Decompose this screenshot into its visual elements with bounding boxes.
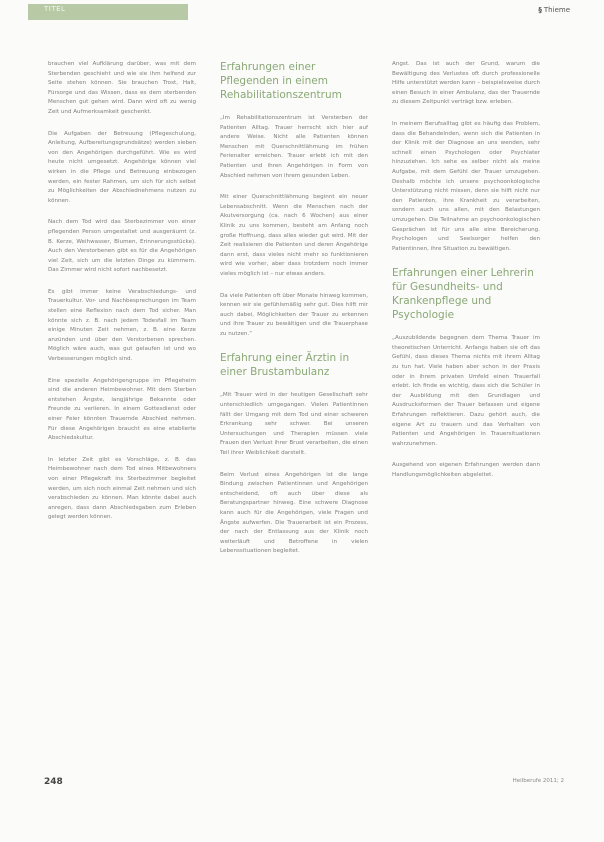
body-paragraph: Eine spezielle Angehörigengruppe im Pflegeheim sind die anderen Heimbewohner. Mit dem Sterben entstehen Ängste, langjährige Bekannte oder Freunde zu verlieren. In einem Gottesdienst oder einer Feier könnten Trauernde Abschied nehmen. Für diese Angehörigen braucht es eine etablierte Abschiedskultur.: [48, 377, 196, 442]
body-paragraph: Mit einer Querschnittlähmung beginnt ein neuer Lebensabschnitt. Wenn die Menschen nach der Akutversorgung (ca. nach 6 Wochen) aus einer Klinik zu uns kommen, besteht am Anfang noch große Hoffnung, dass alles wieder gut wird. Mit der Zeit realisieren die Patienten und deren Angehörige dann erst, dass vieles nicht mehr so funktionieren wird wie vorher, aber dass trotzdem noch immer vieles möglich ist – nur etwas anders.: [220, 194, 368, 277]
body-paragraph: In letzter Zeit gibt es Vorschläge, z. B. das Heimbewohner nach dem Tod eines Mitbewohners von einer Pflegekraft ins Sterbezimmer begleitet werden, um sich noch einmal Zeit nehmen und sich verabschieden zu können. Man könnte dabei auch anregen, dass dann Abschiedsgaben zum Erleben gelegt werden können.: [48, 456, 196, 521]
body-paragraph: brauchen viel Aufklärung darüber, was mit dem Sterbenden geschieht und wie sie ihm helfend zur Seite stehen können. Sie brauchen Trost, Halt, Fürsorge und das Wissen, dass es dem sterbenden Menschen gut gehen wird. Dann wird oft zu wenig Zeit und Aufmerksamkeit geschenkt.: [48, 61, 196, 115]
body-paragraph: Beim Verlust eines Angehörigen ist die lange Bindung zwischen Patientinnen und Angehörigen entscheidend, oft auch über diese als Beratungspartner hinweg. Eine schwere Diagnose kann auch für die Angehörigen, viele Fragen und Ängste aufwerfen. Die Trauerarbeit ist ein Prozess, der nach der Entlassung aus der Klinik noch weiterläuft und Betroffene in vielen Lebenssituationen begleitet.: [220, 471, 368, 555]
body-paragraph: In meinem Berufsalltag gibt es häufig das Problem, dass die Behandelnden, wenn sich die Patienten in der Klinik mit der Diagnose an uns wenden, sehr schnell einen Psychologen oder Psychiater hinzuziehen. Ich sehe es selber nicht als meine Aufgabe, mit dem Gefühl der Trauer umzugehen. Deshalb möchte ich unsere psychoonkologische Unterstützung nicht missen, denn sie hilft nicht nur den Patienten, ihre Krankheit zu verarbeiten, sondern auch uns allen, mit den Belastungen umzugehen. Die Teilnahme an psychoonkologischen Gesprächen ist für uns alle eine Bereicherung. Psychologen und Seelsorger helfen den Patientinnen, ihre Situation zu bewältigen.: [392, 120, 540, 252]
body-paragraph: „Mit Trauer wird in der heutigen Gesellschaft sehr unterschiedlich umgegangen. Vielen Patientinnen fällt der Umgang mit dem Tod und einer schweren Erkrankung sehr schwer. Bei unseren Untersuchungen und Therapien müssen viele Frauen den Verlust ihrer Brust verarbeiten, die einen Teil ihrer Weiblichkeit darstellt.: [220, 392, 368, 457]
body-paragraph: Nach dem Tod wird das Sterbezimmer von einer pflegenden Person umgestaltet und ausgeräumt (z. B. Kerze, Weihwasser, Blumen, Erinnerungsstücke). Auch den Verstorbenen gibt es für die Angehörigen viel Zeit, sich um die letzten Dinge zu kümmern. Das Zimmer wird nicht sofort nachbesetzt.: [48, 219, 196, 274]
column-1: [48, 60, 196, 535]
body-paragraph: Die Aufgaben der Betreuung (Pflegeschulung, Anleitung, Aufbereitungsgrundsätze) werden sieben von den Angehörigen durchgeführt. Wie es wird heute nicht umgesetzt. Angehörige können viel wirken in die Pflege und Betreuung einbezogen werden, ein fester Rahmen, um sich für sich selbst zu Möglichkeiten der Abschiednehmens nutzen zu können.: [48, 130, 196, 204]
body-paragraph: Da viele Patienten oft über Monate hinweg kommen, kennen wir sie gefühlsmäßig sehr gut. Dies hilft mir auch dabei, Möglichkeiten der Trauer zu erkennen und ihre Trauer zu bewältigen und die Trauerphase zu nutzen.“: [220, 292, 368, 337]
section-heading: Erfahrungen einer Lehrerin für Gesundheits- und Krankenpflege und Psychologie: [392, 267, 534, 322]
thieme-logo-icon: §: [538, 6, 542, 14]
page-number: 248: [44, 777, 63, 787]
column-3: [392, 60, 540, 493]
body-paragraph: Ausgehend von eigenen Erfahrungen werden dann Handlungsmöglichkeiten abgeleitet.: [392, 462, 540, 478]
brand-name: Thieme: [543, 6, 570, 14]
section-heading: Erfahrungen einer Pflegenden in einem Rehabilitationszentrum: [220, 61, 342, 101]
column-2: [220, 60, 368, 569]
section-label: TITEL: [44, 5, 66, 13]
body-paragraph: „Auszubildende begegnen dem Thema Trauer im theoretischen Unterricht. Anfangs haben sie oft das Gefühl, dass dieses Thema nichts mit ihrem Alltag zu tun hat. Viele haben aber schon in der Praxis oder in ihrem privaten Umfeld einen Trauerfall erlebt. Ich finde es wichtig, dass sich die Schüler in der Ausbildung mit den Grundlagen und Ausdrucksformen der Trauer befassen und eigene Erfahrungen reflektieren. Dazu gehört auch, die eigene Art zu trauern und das Verhalten von Patienten und Angehörigen in Trauersituationen wahrzunehmen.: [392, 335, 540, 447]
journal-citation: Heilberufe 2011; 2: [512, 778, 564, 784]
publisher-brand: [538, 6, 570, 14]
section-heading: Erfahrung einer Ärztin in einer Brustambulanz: [220, 352, 350, 379]
body-paragraph: Es gibt immer keine Verabschiedungs- und Trauerkultur. Vor- und Nachbesprechungen im Team stellen eine Reflexion nach dem Tod sicher. Man könnte sich z. B. nach jedem Todesfall im Team einige Minuten Zeit nehmen, z. B. eine Kerze anzünden und über den Verstorbenen sprechen. Möglich wäre auch, was gut gelaufen ist und wo Verbesserungen möglich sind.: [48, 288, 196, 363]
body-paragraph: „Im Rehabilitationszentrum ist Versterben der Patienten Alltag. Trauer herrscht sich hier auf andere Weise. Nicht alle Patienten können Menschen mit Querschnittlähmung im frühen Ferienalter erreichen. Trauer erlebt ich mit den Patienten und ihren Angehörigen in Form von Abschied nehmen von ihrem gesunden Leben.: [220, 115, 368, 179]
body-paragraph: Angst. Das ist auch der Grund, warum die Bewältigung des Verlustes oft durch professionelle Hilfe unterstützt werden kann – beispielsweise durch einen Besuch in einer Ambulanz, das der Trauernde zu diesem Zeitpunkt verträgt bzw. erleben.: [392, 61, 540, 106]
